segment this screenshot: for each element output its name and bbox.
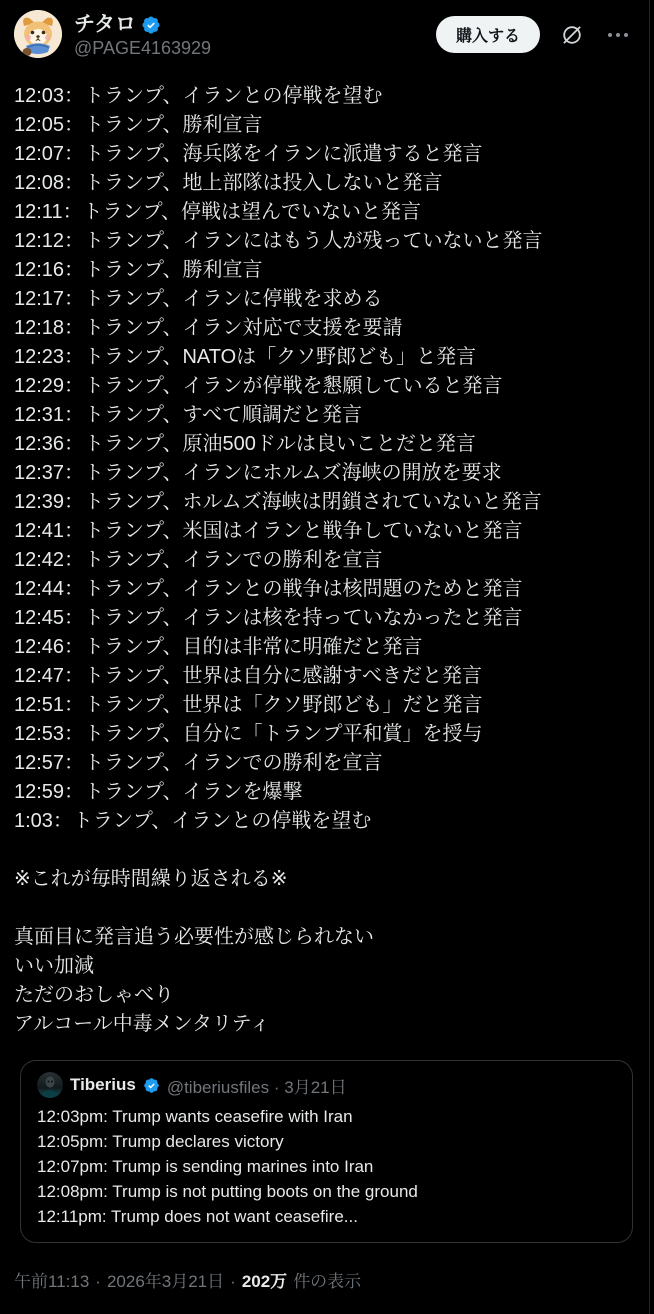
timeline-entry: 12:36：トランプ、原油500ドルは良いことだと発言	[14, 433, 476, 455]
comment-line: 真面目に発言追う必要性が感じられない	[14, 926, 374, 948]
quoted-display-name: Tiberius	[70, 1075, 136, 1094]
timeline-entry: 12:23：トランプ、NATOは「クソ野郎ども」と発言	[14, 346, 477, 368]
timeline-entry: 12:03：トランプ、イランとの停戦を望む	[14, 85, 383, 107]
quoted-line: 12:08pm: Trump is not putting boots on the ground	[37, 1182, 418, 1201]
timeline-entry: 12:41：トランプ、米国はイランと戦争していないと発言	[14, 520, 523, 542]
tweet-meta-footer	[0, 1267, 654, 1292]
quoted-date: 3月21日	[284, 1077, 347, 1097]
timeline-entry: 12:08：トランプ、地上部隊は投入しないと発言	[14, 172, 443, 194]
user-handle[interactable]: @PAGE4163929	[74, 38, 212, 58]
user-block	[74, 10, 436, 60]
quoted-avatar	[37, 1072, 63, 1098]
timeline-entry: 12:31：トランプ、すべて順調だと発言	[14, 404, 363, 426]
repeat-note: ※これが毎時間繰り返される※	[14, 868, 288, 890]
timeline-entry: 1:03：トランプ、イランとの停戦を望む	[14, 810, 372, 832]
timeline-entry: 12:16：トランプ、勝利宣言	[14, 259, 263, 281]
quoted-handle: @tiberiusfiles · 3月21日	[166, 1077, 347, 1097]
header-actions	[436, 10, 632, 53]
quoted-tweet-text	[37, 1104, 616, 1229]
dog-avatar-illustration	[14, 10, 62, 58]
timeline-entry: 12:42：トランプ、イランでの勝利を宣言	[14, 549, 383, 571]
more-button[interactable]	[604, 21, 632, 49]
timeline-entry: 12:44：トランプ、イランとの戦争は核問題のためと発言	[14, 578, 523, 600]
quoted-avatar-image	[37, 1072, 63, 1098]
blank-line	[14, 894, 640, 923]
quoted-line: 12:11pm: Trump does not want ceasefire...	[37, 1207, 358, 1226]
timeline-entry: 12:39：トランプ、ホルムズ海峡は閉鎖されていないと発言	[14, 491, 542, 513]
timeline-list	[14, 82, 640, 836]
timeline-entry: 12:05：トランプ、勝利宣言	[14, 114, 263, 136]
timeline-entry: 12:12：トランプ、イランにはもう人が残っていないと発言	[14, 230, 543, 252]
quoted-line: 12:03pm: Trump wants ceasefire with Iran	[37, 1107, 353, 1126]
display-name[interactable]: チタロ	[74, 13, 136, 36]
timeline-entry: 12:51：トランプ、世界は「クソ野郎ども」だと発言	[14, 694, 483, 716]
timeline-entry: 12:59：トランプ、イランを爆撃	[14, 781, 303, 803]
timeline-entry: 12:17：トランプ、イランに停戦を求める	[14, 288, 383, 310]
verified-badge-icon	[141, 15, 161, 35]
timeline-entry: 12:53：トランプ、自分に「トランプ平和賞」を授与	[14, 723, 483, 745]
comment-line: ただのおしゃべり	[14, 984, 174, 1006]
grok-slashed-circle-icon	[559, 22, 585, 48]
quoted-verified-badge-icon	[143, 1077, 160, 1094]
comment-line: いい加減	[14, 955, 94, 977]
comment-line: アルコール中毒メンタリティ	[14, 1013, 270, 1035]
timeline-entry: 12:11：トランプ、停戦は望んでいないと発言	[14, 201, 421, 223]
timeline-entry: 12:46：トランプ、目的は非常に明確だと発言	[14, 636, 423, 658]
timeline-entry: 12:57：トランプ、イランでの勝利を宣言	[14, 752, 383, 774]
dot-separator: ·	[230, 1272, 236, 1291]
timeline-entry: 12:18：トランプ、イラン対応で支援を要請	[14, 317, 403, 339]
subscribe-button[interactable]: 購入する	[436, 16, 540, 53]
timeline-entry: 12:45：トランプ、イランは核を持っていなかったと発言	[14, 607, 523, 629]
views-count: 202万	[241, 1272, 288, 1291]
ellipsis-icon	[608, 33, 628, 37]
blank-line	[14, 836, 640, 865]
dot-separator: ·	[273, 1077, 280, 1097]
avatar[interactable]	[14, 10, 62, 58]
timeline-entry: 12:07：トランプ、海兵隊をイランに派遣すると発言	[14, 143, 483, 165]
timeline-entry: 12:47：トランプ、世界は自分に感謝すべきだと発言	[14, 665, 483, 687]
tweet-header	[0, 0, 654, 72]
grok-button[interactable]	[558, 21, 586, 49]
quoted-tweet-header	[37, 1072, 616, 1098]
quoted-line: 12:05pm: Trump declares victory	[37, 1132, 284, 1151]
column-divider	[649, 0, 650, 1314]
dot-separator: ·	[95, 1272, 101, 1291]
post-time: 午前11:13	[14, 1272, 90, 1291]
tweet-text	[0, 72, 654, 1039]
quoted-tweet-card[interactable]	[20, 1060, 633, 1243]
timeline-entry: 12:37：トランプ、イランにホルムズ海峡の開放を要求	[14, 462, 502, 484]
views-label: 件の表示	[293, 1272, 362, 1291]
post-date: 2026年3月21日	[106, 1272, 225, 1291]
timeline-entry: 12:29：トランプ、イランが停戦を懇願していると発言	[14, 375, 503, 397]
quoted-line: 12:07pm: Trump is sending marines into Iran	[37, 1157, 374, 1176]
comment-list	[14, 923, 640, 1039]
